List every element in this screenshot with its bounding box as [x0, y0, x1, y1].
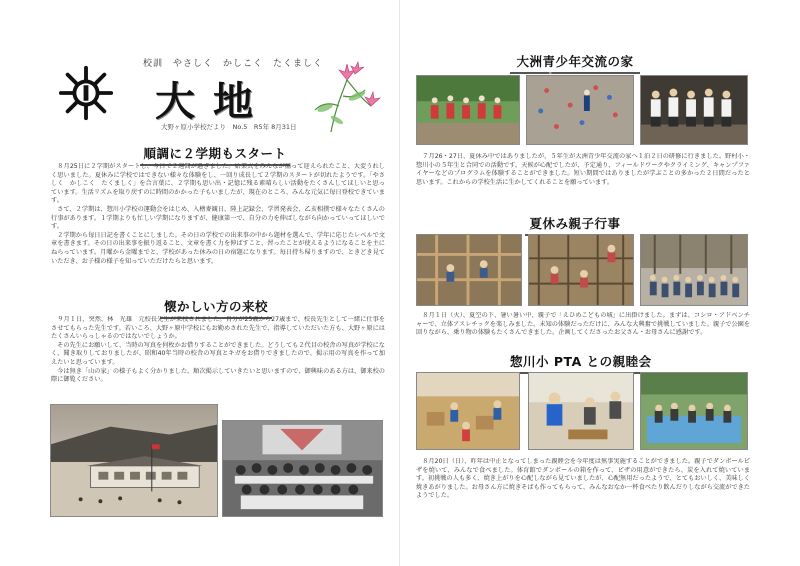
paragraph-pta-gathering: ８月20日（日）、昨年は中止となってしまった親睦会を今年度は無事実施することができました。親子でダンボールピザを焼いて、みんなで食べました。体育館でダンボールの箱を作って、ピザの用意ができたら、炭を入れて焼いています。初挑戦の人も多く、焼き上がりを心配しながら見ていましたが、心配無用だったようで、とてもおいしく、美味しく焼きあがりました。お母さん方に焼きそばも作ってもらって、みんなおなか一杯食べたり飲んだりしながら交流ができたようでした。 — [416, 458, 750, 500]
photo-outdoor-lunch — [640, 372, 748, 450]
paragraph-visitor: ９月１日、突然、林 光雄 元校長先生が来校されました。自分が25歳から27歳まで、校長先生として一緒に仕事をさせてもらった先生です。若いころ、大野ヶ原中学校にもお勤めされた先生で、指導していただいた方も、大野ヶ原にはたくさんいらっしゃるのではないでしょうか。 その先生にお願いして、当時の写真を何枚かお借りすることができました。どうしても２代目の校舎の写真が学校になく、聞き取りしておりましたが、昭和40年当時の校舎の写真とキガをお借りできましたので、掲示用の写真を作って加えたいと思っています。 今は無き「山の家」の様子もよく分かりました。順次掲示していきたいと思いますので、御興味のある方は、御来校の際に御覧ください。 — [51, 316, 385, 384]
photo-old-school-building — [50, 404, 218, 517]
paragraph-second-term: ８月25日に２学期がスタートし、今日で２週間が過ぎました。始業式をみんなが揃って迎えられたこと、大変うれしく思いました。夏休みに学校ではできない様々な体験をし、一回り成長して２学期のスタートが切れたようです。「やさしく かしこく たくましく」を合言葉に、２学期も思い出・記憶に残る素晴らしい活動をたくさんしてほしいと思っています。生活リズムを取り戻すのに時間のかかった子もいましたが、現在のところ、みんな元気に毎日登校できています。 さて、２学期は、惣川小学校の運動会をはじめ、入檜麥観日、陸上記録会、学習発表会、乙亥相撲で様々なたくさんの行事があります。１学期よりも忙しい学期になりますが、健康第一で、自分の力を伸ばしながら向かっていってほしいです。 ２学期から毎日日記を書くことにしました。その日の学校での出来事の中から題材を選んで、学年に応じたレベルで文章を書きます。その日の出来事を振り返ること、文章を書く力を伸ばすこと、習ったことが使えるようになることを主にねらっています。月曜から金曜までと、学校があった休みの日の宿題になります。毎日持ち帰りますので、ときどき見ていただき、お子様の様子を知っていただけたらと思います。 — [51, 163, 385, 265]
heading-pta-gathering: 惣川小 PTA との親睦会 — [510, 352, 640, 374]
photo-climbing-structure — [528, 234, 634, 306]
heading-ozu-youth-center: 大洲青少年交流の家 — [510, 52, 640, 74]
photo-adventure-structure — [416, 234, 522, 306]
photo-pizza-preparation — [528, 372, 634, 450]
photo-group-outdoor-gate — [640, 234, 748, 306]
photo-campfire-group — [640, 75, 748, 145]
heading-visitor: 懐かしい方の来校 — [160, 297, 272, 319]
right-page — [400, 0, 800, 566]
paragraph-summer-parent-child: ８月１日（火）、夏空の下、暑い暑い中、親子で「えひめこどもの城」に出掛けました。まずは、コシロ・アドベンチャーで、立体アスレチックを楽しみました。未知の体験だっただけに、みんな大興奮で挑戦していました。親子で公園を回りながら、乗り物の体験もたくさんできました。企画してくださったお父さん・お母さんに感謝です。 — [416, 312, 750, 337]
school-emblem-icon — [57, 64, 115, 122]
photo-gym-cardboard — [416, 372, 520, 450]
masthead — [51, 52, 383, 138]
paragraph-ozu-youth-center: ７月26・27日、夏休み中ではありましたが、５年生が大洲青少年交流の家へ１泊２日の研修に行きました。野村小・惣川小の５年生と合同での活動です。天候が心配でしたが、予定通り、フィールドワークやクライミング、キャンプファイヤーなどのプログラムを体験することができました。短い期間ではありましたが学ぶことの多かった２日間だったと思います。これからの学校生活に生かしてくれることを願っています。 — [416, 153, 750, 186]
photo-climbing-wall — [526, 75, 634, 145]
heading-summer-parent-child: 夏休み親子行事 — [525, 214, 625, 236]
issue-info: 大野ヶ原小学校だより No.5 R5年 8月31日 — [161, 123, 297, 131]
photo-class-group — [222, 420, 383, 517]
school-motto: 校訓 やさしく かしこく たくましく — [143, 59, 324, 69]
photo-students-outdoors — [416, 75, 520, 145]
flower-illustration-icon — [311, 60, 383, 134]
newsletter-title: 大地 — [155, 78, 271, 125]
heading-second-term-start: 順調に２学期もスタート — [140, 144, 290, 166]
